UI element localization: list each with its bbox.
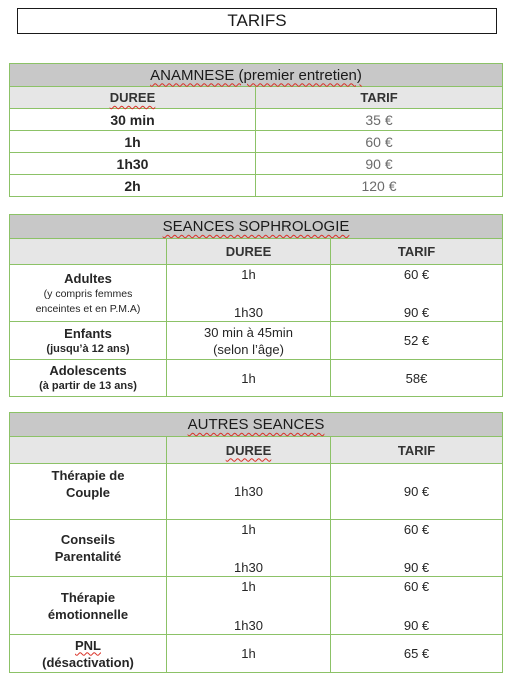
duree-value: 30 min à 45min — [204, 324, 293, 340]
duree-value: 1h — [241, 522, 256, 537]
tarif-value: 60 € — [403, 522, 430, 537]
duree-value: 1h — [167, 635, 331, 673]
duree-value: 1h — [167, 360, 331, 397]
tarif-cell: 90 € — [256, 153, 503, 175]
table-row — [10, 635, 503, 673]
duree-value: 1h30 — [234, 560, 263, 575]
anamnese-col-tarif: TARIF — [256, 87, 503, 109]
duree-cell: 2h — [10, 175, 256, 197]
row-label-adolescents: Adolescents (à partir de 13 ans) — [10, 360, 167, 397]
table-row — [10, 577, 503, 635]
table-row — [10, 464, 503, 520]
tarif-value: 90 € — [331, 464, 503, 520]
tarif-value: 90 € — [403, 305, 430, 320]
page-title: TARIFS — [17, 8, 497, 34]
table-row — [10, 265, 503, 322]
tarif-value: 52 € — [331, 322, 503, 360]
row-label-emotionnelle: Thérapie émotionnelle — [10, 577, 167, 635]
table-row — [10, 153, 503, 175]
sophrologie-table — [9, 214, 503, 397]
sophrologie-col-duree: DUREE — [167, 239, 331, 265]
duree-value: 1h — [241, 267, 256, 282]
row-label-parentalite: Conseils Parentalité — [10, 520, 167, 577]
tarif-value: 58€ — [331, 360, 503, 397]
duree-cell: 1h30 — [10, 153, 256, 175]
autres-col-duree: DUREE — [167, 437, 331, 464]
autres-col-tarif: TARIF — [331, 437, 503, 464]
row-label-enfants: Enfants (jusqu’à 12 ans) — [10, 322, 167, 360]
tarif-cell: 60 € — [256, 131, 503, 153]
empty-header-cell — [10, 437, 167, 464]
empty-header-cell — [10, 239, 167, 265]
tarif-cell: 120 € — [256, 175, 503, 197]
tarif-cell: 35 € — [256, 109, 503, 131]
tarif-value: 90 € — [403, 618, 430, 633]
row-label-couple: Thérapie de Couple — [10, 464, 167, 520]
duree-value: 1h30 — [234, 305, 263, 320]
row-label-adultes: Adultes (y compris femmes enceintes et en P.M.A) — [10, 265, 167, 322]
duree-note: (selon l’âge) — [213, 341, 284, 357]
table-row — [10, 322, 503, 360]
tarif-value: 60 € — [403, 267, 430, 282]
table-row — [10, 520, 503, 577]
duree-value: 1h30 — [167, 464, 331, 520]
tarif-value: 65 € — [331, 635, 503, 673]
anamnese-table — [9, 63, 503, 197]
autres-header: AUTRES SEANCES — [10, 413, 503, 437]
table-row — [10, 360, 503, 397]
tarif-value: 60 € — [403, 579, 430, 594]
tarif-value: 90 € — [403, 560, 430, 575]
anamnese-col-duree: DUREE — [10, 87, 256, 109]
duree-value: 1h — [241, 579, 256, 594]
sophrologie-header: SEANCES SOPHROLOGIE — [10, 215, 503, 239]
duree-value: 1h30 — [234, 618, 263, 633]
table-row — [10, 109, 503, 131]
autres-table — [9, 412, 503, 673]
sophrologie-col-tarif: TARIF — [331, 239, 503, 265]
table-row — [10, 175, 503, 197]
duree-cell: 30 min — [10, 109, 256, 131]
duree-cell: 1h — [10, 131, 256, 153]
table-row — [10, 131, 503, 153]
row-label-pnl: PNL (désactivation) — [10, 635, 167, 673]
anamnese-header: ANAMNESE (premier entretien) — [10, 64, 503, 87]
